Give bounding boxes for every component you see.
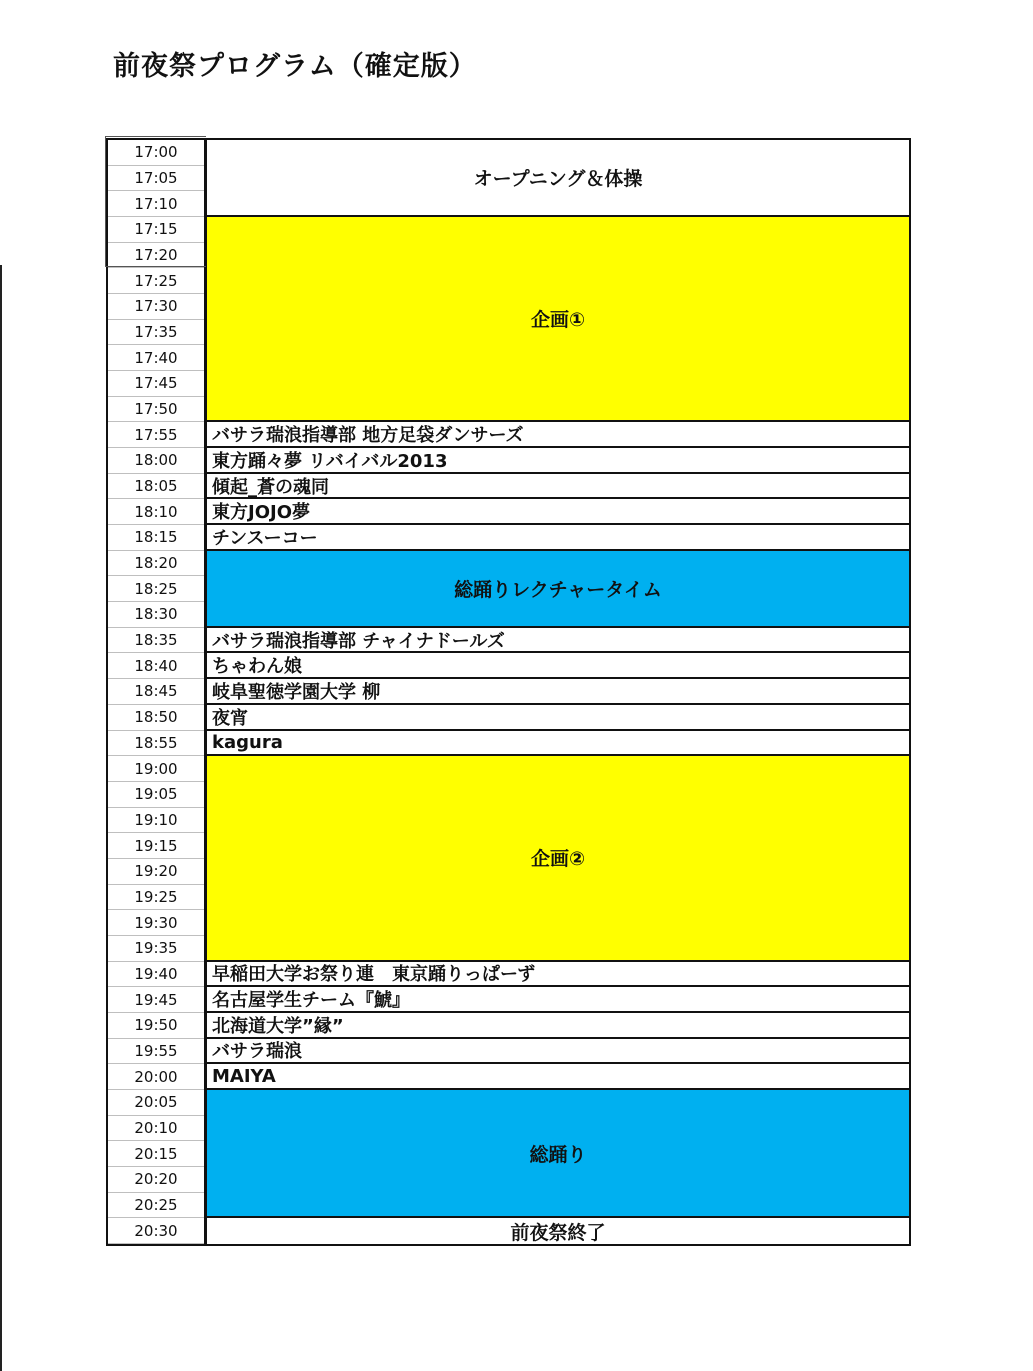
time-cell: 17:50	[108, 397, 204, 423]
time-cell: 20:10	[108, 1116, 204, 1142]
header-bracket	[105, 136, 206, 267]
time-cell: 20:15	[108, 1141, 204, 1167]
program-row: 北海道大学”縁”	[207, 1013, 909, 1039]
program-row: チンスーコー	[207, 525, 909, 551]
time-cell: 17:45	[108, 371, 204, 397]
program-row: 名古屋学生チーム『鯱』	[207, 987, 909, 1013]
program-row: 東方踊々夢 リバイバル2013	[207, 448, 909, 474]
program-block: 企画②	[207, 756, 909, 961]
time-cell: 17:25	[108, 268, 204, 294]
time-cell: 17:55	[108, 422, 204, 448]
time-cell: 18:50	[108, 705, 204, 731]
time-cell: 19:15	[108, 833, 204, 859]
time-cell: 18:10	[108, 499, 204, 525]
time-cell: 18:20	[108, 551, 204, 577]
time-cell: 17:00	[108, 140, 204, 166]
time-cell: 20:20	[108, 1167, 204, 1193]
time-cell: 19:40	[108, 962, 204, 988]
time-column	[108, 140, 207, 1244]
time-cell: 17:35	[108, 320, 204, 346]
program-row: 岐阜聖徳学園大学 柳	[207, 679, 909, 705]
program-row: kagura	[207, 731, 909, 757]
time-cell: 19:20	[108, 859, 204, 885]
time-cell: 18:30	[108, 602, 204, 628]
program-row: バサラ瑞浪指導部 チャイナドールズ	[207, 628, 909, 654]
time-cell: 17:10	[108, 191, 204, 217]
time-cell: 19:55	[108, 1039, 204, 1065]
program-block: 総踊りレクチャータイム	[207, 551, 909, 628]
program-block: 総踊り	[207, 1090, 909, 1218]
time-cell: 19:10	[108, 808, 204, 834]
time-cell: 20:30	[108, 1218, 204, 1244]
time-cell: 17:40	[108, 345, 204, 371]
time-cell: 18:45	[108, 679, 204, 705]
time-cell: 18:00	[108, 448, 204, 474]
program-row: 傾起_蒼の魂同	[207, 474, 909, 500]
time-cell: 19:25	[108, 885, 204, 911]
program-block: 企画①	[207, 217, 909, 422]
time-cell: 18:05	[108, 474, 204, 500]
program-row: MAIYA	[207, 1064, 909, 1090]
time-cell: 19:50	[108, 1013, 204, 1039]
time-cell: 18:15	[108, 525, 204, 551]
time-cell: 17:15	[108, 217, 204, 243]
time-cell: 19:45	[108, 987, 204, 1013]
time-cell: 20:25	[108, 1193, 204, 1219]
program-row: 東方JOJO夢	[207, 499, 909, 525]
program-row: バサラ瑞浪	[207, 1039, 909, 1065]
program-row: ちゃわん娘	[207, 653, 909, 679]
program-row: 早稲田大学お祭り連 東京踊りっぱーず	[207, 962, 909, 988]
time-cell: 19:30	[108, 910, 204, 936]
time-cell: 17:20	[108, 243, 204, 269]
time-cell: 19:05	[108, 782, 204, 808]
page-edge-line	[0, 265, 2, 1371]
program-block: オープニング＆体操	[207, 140, 909, 217]
time-cell: 18:55	[108, 731, 204, 757]
program-row: 夜宵	[207, 705, 909, 731]
time-cell: 19:00	[108, 756, 204, 782]
schedule-table	[106, 138, 911, 1246]
time-cell: 19:35	[108, 936, 204, 962]
program-row: 前夜祭終了	[207, 1218, 909, 1244]
time-cell: 18:40	[108, 653, 204, 679]
time-cell: 17:30	[108, 294, 204, 320]
time-cell: 17:05	[108, 166, 204, 192]
time-cell: 20:05	[108, 1090, 204, 1116]
time-cell: 20:00	[108, 1064, 204, 1090]
time-cell: 18:25	[108, 576, 204, 602]
event-column	[207, 140, 909, 1244]
page-title: 前夜祭プログラム（確定版）	[113, 51, 477, 82]
time-cell: 18:35	[108, 628, 204, 654]
program-row: バサラ瑞浪指導部 地方足袋ダンサーズ	[207, 422, 909, 448]
